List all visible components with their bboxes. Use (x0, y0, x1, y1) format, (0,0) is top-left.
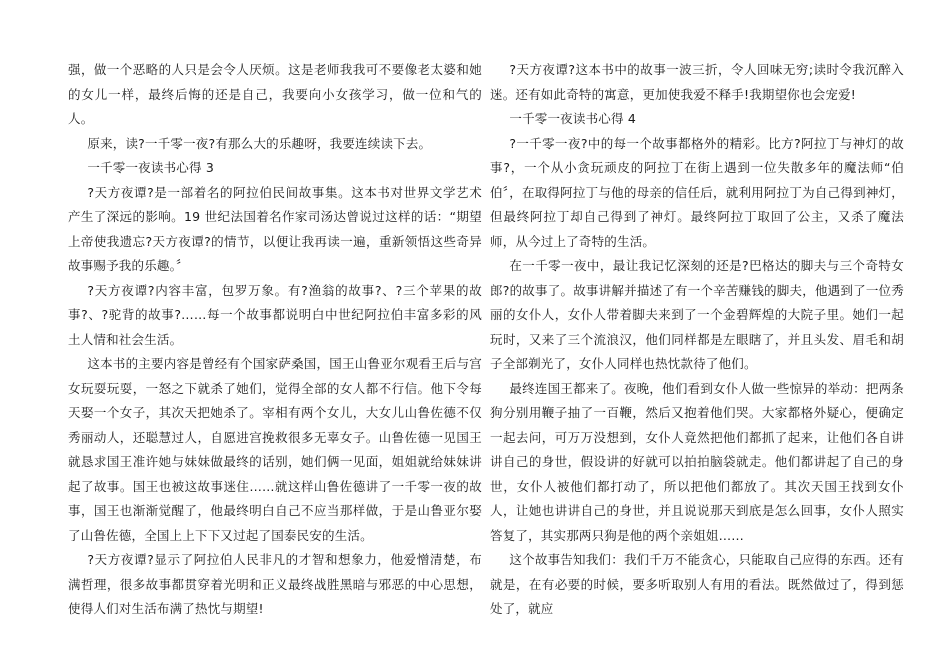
paragraph: 这本书的主要内容是曾经有个国家萨桑国，国王山鲁亚尔观看王后与宫女玩耍玩耍，一怒之下就杀了她们，觉得全部的女人都不行信。他下令每天娶一个女子，其次天把她杀了。宰相有两个女儿，大女儿山鲁佐德不仅秀丽动人，还聪慧过人，自愿进宫挽救很多无辜女子。山鲁佐德一见国王就恳求国王准许她与妹妹做最终的话别，她们俩一见面，姐姐就给妹妹讲起了故事。国王也被这故事迷住……就这样山鲁佐德讲了一千零一夜的故事，国王也渐渐觉醒了，他最终明白自己不应当那样做，于是山鲁亚尔娶了山鲁佐德，全国上上下下又过起了国泰民安的生活。 (68, 356, 482, 543)
paragraph: ?天方夜谭?是一部着名的阿拉伯民间故事集。这本书对世界文学艺术产生了深远的影响。19 世纪法国着名作家司汤达曾说过这样的话：“期望上帝使我遗忘?天方夜谭?的情节，以便让我再读一遍，重新领悟这些奇异故事赐予我的乐趣。〞 (68, 184, 483, 273)
paragraph: ?天方夜谭?内容丰富，包罗万象。有?渔翁的故事?、?三个苹果的故事?、?驼背的故事?……每一个故事都说明白中世纪阿拉伯丰富多彩的风土人情和社会生活。 (68, 282, 482, 347)
paragraph: ?天方夜谭?显示了阿拉伯人民非凡的才智和想象力，他爱憎清楚，布满哲理，很多故事都贯穿着光明和正义最终战胜黑暗与邪恶的中心思想，使得人们对生活布满了热忱与期望! (68, 552, 482, 616)
paragraph: 这个故事告知我们：我们千万不能贪心，只能取自己应得的东西。还有就是，在有必要的时候，要多听取别人有用的看法。既然做过了，得到惩处了，就应 (490, 552, 904, 616)
paragraph: 在一千零一夜中，最让我记忆深刻的还是?巴格达的脚夫与三个奇特女郎?的故事了。故事讲解并描述了有一个辛苦赚钱的脚夫，他遇到了一位秀丽的女仆人，女仆人带着脚夫来到了一个金碧辉煌的大院子里。她们一起玩时，又来了三个流浪汉，他们同样都是左眼瞎了，并且头发、眉毛和胡子全部剃光了，女仆人同样也热忱款待了他们。 (490, 258, 904, 371)
paragraph: ?天方夜谭?这本书中的故事一波三折，令人回味无穷;读时令我沉醉入迷。还有如此奇特的寓意，更加使我爱不释手!我期望你也会宠爱! (490, 62, 904, 102)
paragraph: 原来，读?一千零一夜?有那么大的乐趣呀，我要连续读下去。 (87, 135, 432, 151)
paragraph: ?一千零一夜?中的每一个故事都格外的精彩。比方?阿拉丁与神灯的故事?，一个从小贪玩顽皮的阿拉丁在街上遇到一位失散多年的魔法师“伯伯〞，在取得阿拉丁与他的母亲的信任后，就利用阿拉丁为自己得到神灯，但最终阿拉丁却自己得到了神灯。最终阿拉丁取回了公主，又杀了魔法师，从今过上了奇特的生活。 (490, 135, 904, 249)
left-column (68, 58, 482, 622)
paragraph: 最终连国王都来了。夜晚，他们看到女仆人做一些惊异的举动：把两条狗分别用鞭子抽了一百鞭，然后又抱着他们哭。大家都格外疑心，便确定一起去问，可万万没想到，女仆人竟然把他们都抓了起来，让他们各自讲讲自己的身世，假设讲的好就可以拍拍脑袋就走。他们都讲起了自己的身世，女仆人被他们都打动了，所以把他们都放了。其次天国王找到女仆人，让她也讲讲自己的身世，并且说说那天到底是怎么回事，女仆人照实答复了，其实那两只狗是他的两个亲姐姐…… (490, 380, 904, 543)
section-heading-3: 一千零一夜读书心得 3 (87, 160, 215, 175)
section-heading-4: 一千零一夜读书心得 4 (509, 111, 637, 126)
paragraph-continuation: 强，做一个恶略的人只是会令人厌烦。这是老师我我可不要像老太婆和她的女儿一样，最终后悔的还是自己，我要向小女孩学习，做一位和气的人。 (68, 62, 482, 126)
right-column (490, 58, 904, 622)
